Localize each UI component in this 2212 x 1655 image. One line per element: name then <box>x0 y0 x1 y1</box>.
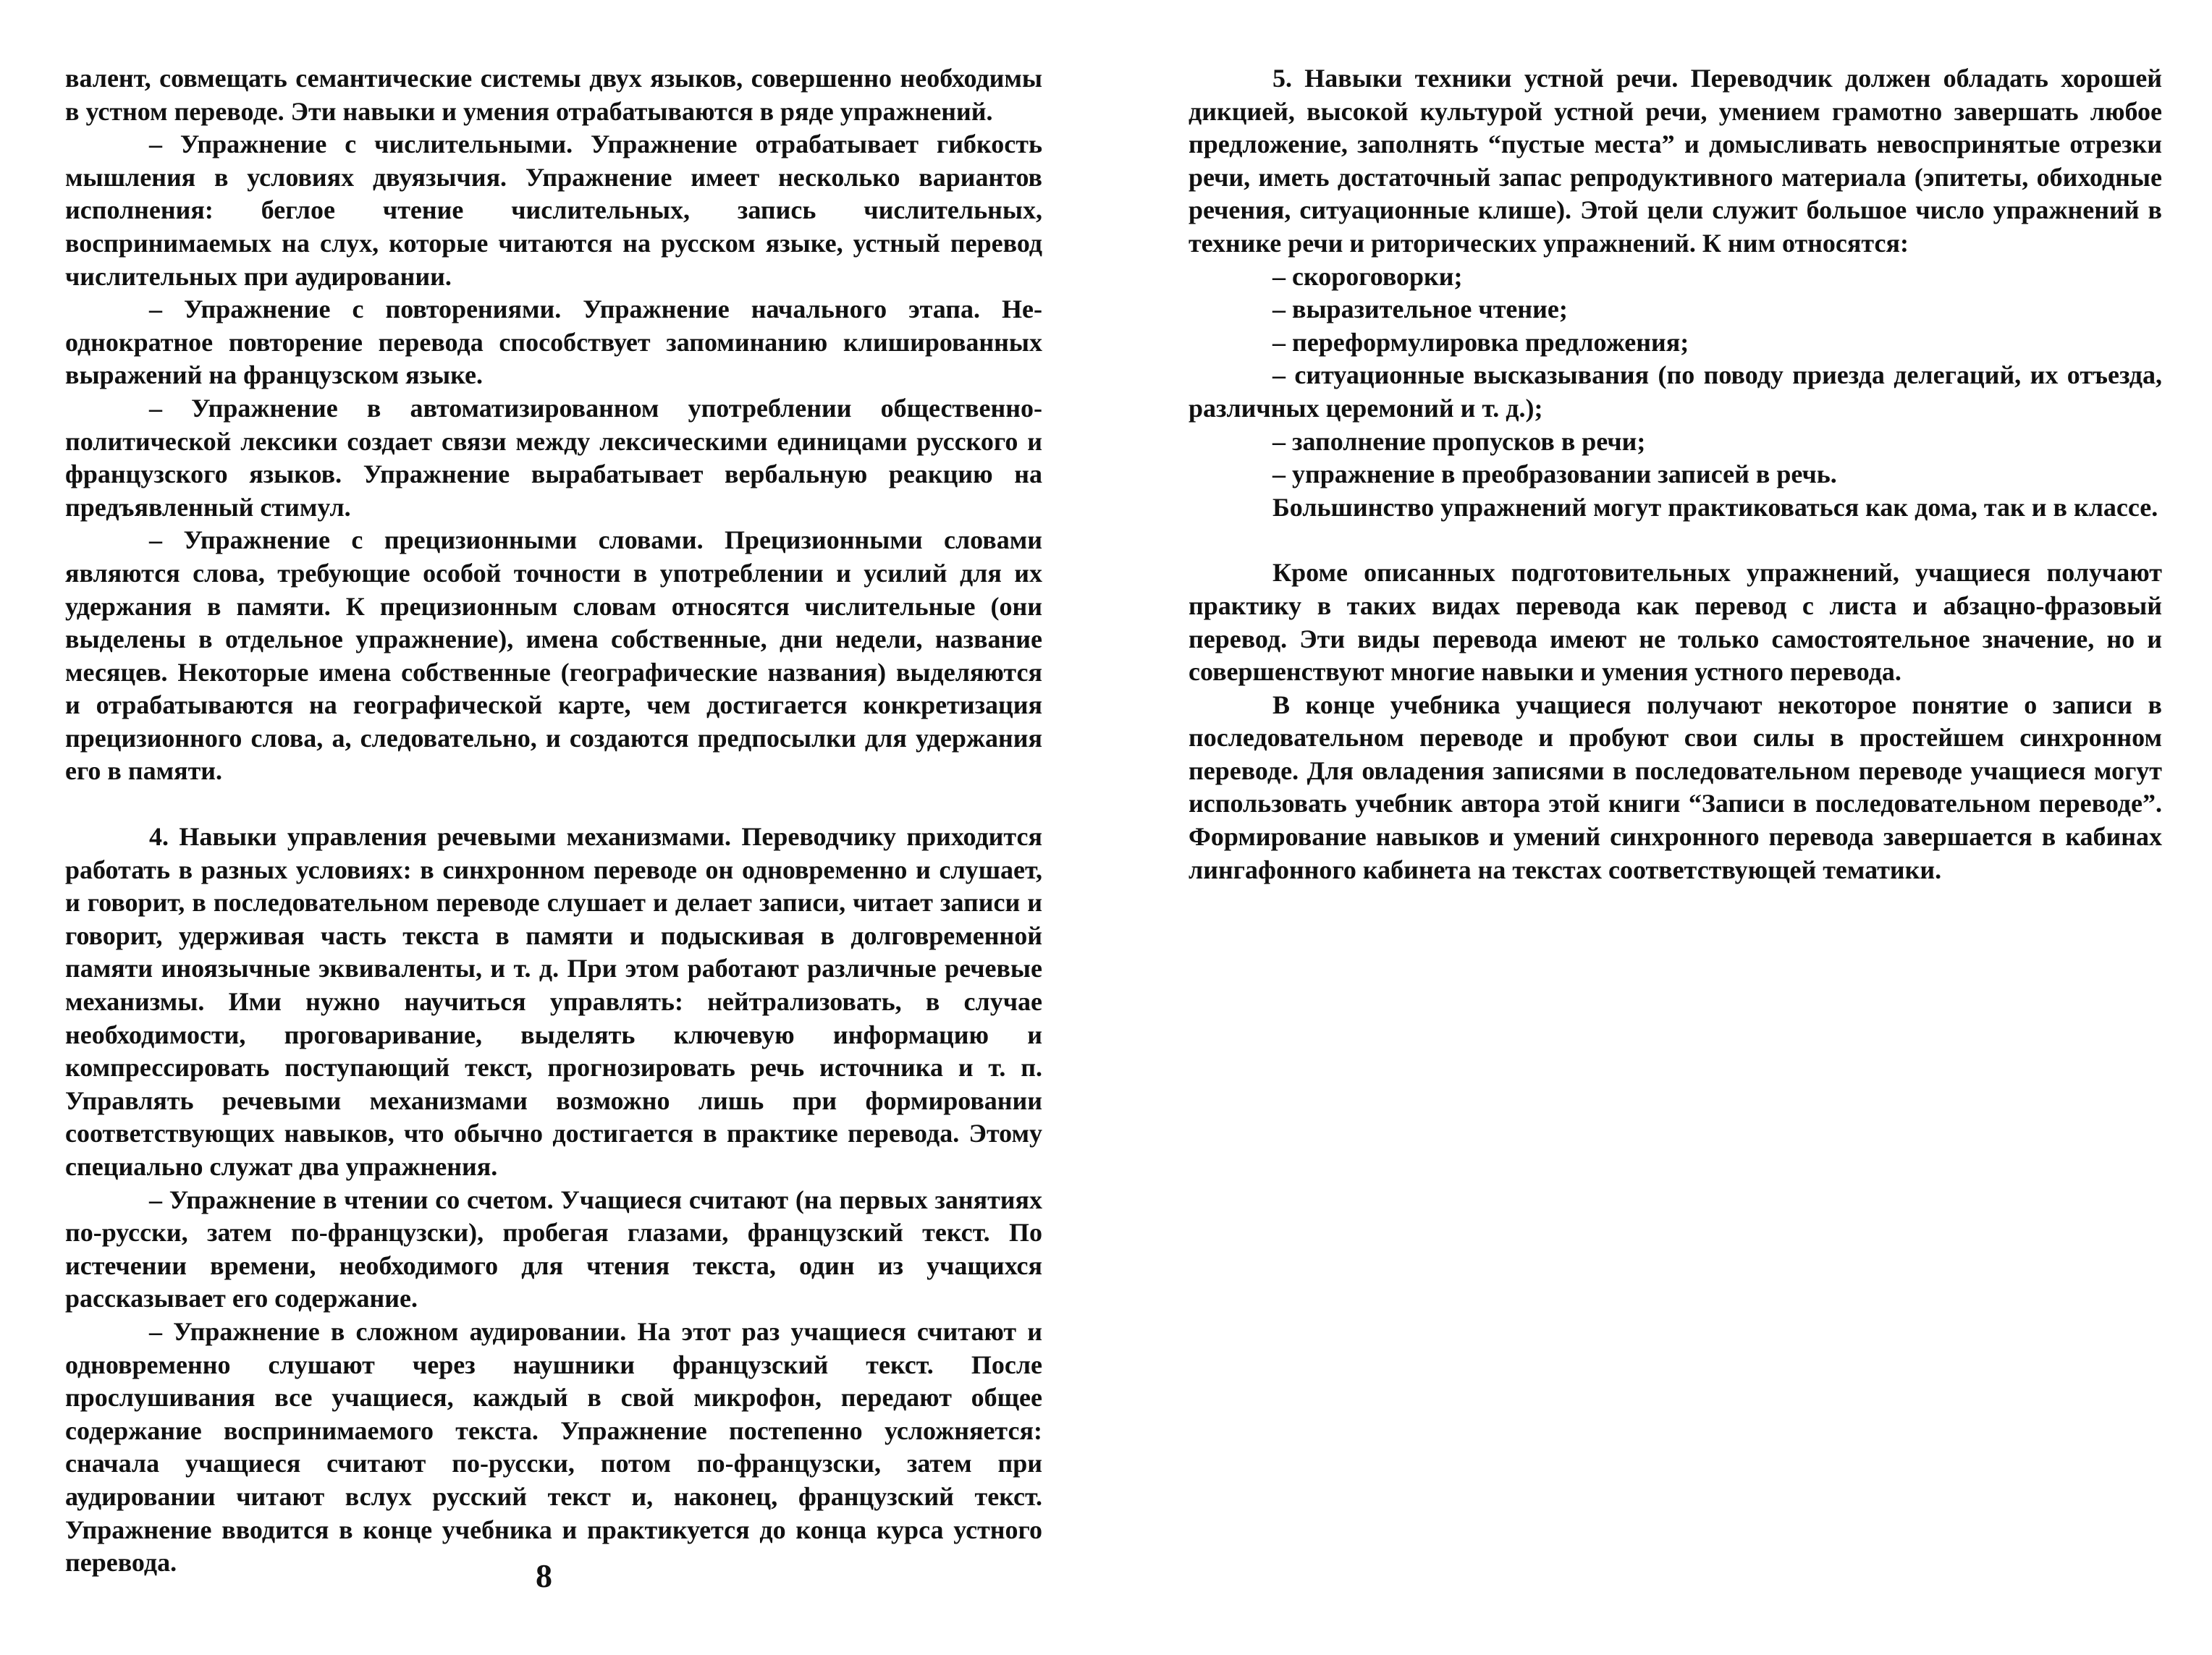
paragraph-gap <box>65 788 1042 821</box>
list-item: – упражнение в преобразовании записей в речь. <box>1272 460 1837 489</box>
exercise-list <box>1189 261 2162 491</box>
page-number: 8 <box>536 1557 552 1594</box>
exercise-repetitions: – Упражнение с повторениями. Упражнение начального этапа. Не-однократное повторение перевода способствует запоминанию клишированных выражений на французском языке. <box>65 295 1042 390</box>
left-page <box>65 62 1042 1580</box>
exercise-precision-words: – Упражнение с прецизионными словами. Прецизионными словами являются слова, требующие особой точности в употреблении и усилий для их удержания в памяти. К прецизионным словам относятся числительные (они выделены в отдельное упражнение), имена собственные, дни недели, название месяцев. Некоторые имена собственные (географические названия) выделяются и отрабатываются на географической карте, чем достигается конкретизация прецизионного слова, а, следовательно, и создаются предпосылки для удержания его в памяти. <box>65 525 1042 786</box>
exercise-numerals: – Упражнение с числительными. Упражнение отрабатывает гибкость мышления в условиях двуязычия. Упражнение имеет несколько вариантов исполнения: беглое чтение числительных, запись числительных, воспринимаемых на слух, которые читаются на русском языке, устный перевод числительных при аудировании. <box>65 130 1042 291</box>
exercise-complex-listening: – Упражнение в сложном аудировании. На этот раз учащиеся считают и одновременно слушают через наушники французский текст. После прослушивания все учащиеся, каждый в свой микрофон, передают общее содержание воспринимаемого текста. Упражнение постепенно усложняется: сначала учащиеся считают по-русски, потом по-французски, затем при аудировании читают вслух русский текст и, наконец, французский текст. Упражнение вводится в конце учебника и практикуется до конца курса устного перевода. <box>65 1316 1042 1578</box>
section-5-speech-technique: 5. Навыки техники устной речи. Переводчик должен обладать хорошей дикцией, высокой культурой устной речи, умением грамотно завершать любое предложение, заполнять “пустые места” и домысливать невоспринятые отрезки речи, иметь достаточный запас репродуктивного материала (эпитеты, обиходные речения, ситуационные клише). Этой цели служит большое число упражнений в технике речи и риторических упражнений. К ним относятся: <box>1189 64 2162 258</box>
left-paragraph-1: валент, совмещать семантические системы двух языков, совершенно необходимы в устном переводе. Эти навыки и умения отрабатываются в ряде упражнений. <box>65 64 1042 126</box>
exercise-reading-counting: – Упражнение в чтении со счетом. Учащиеся считают (на первых занятиях по-русски, затем по-французски), пробегая глазами, французский текст. По истечении времени, необходимого для чтения текста, один из учащихся рассказывает его содержание. <box>65 1185 1042 1313</box>
right-page <box>1189 62 2162 886</box>
list-item: – скороговорки; <box>1272 261 1463 291</box>
textbook-end-paragraph: В конце учебника учащиеся получают некоторое понятие о записи в последовательном переводе и пробуют свои силы в простейшем синхронном переводе. Для овладения записями в последовательном переводе учащиеся могут использовать учебник автора этой книги “Записи в последовательном переводе”. Формирование навыков и умений синхронного перевода завершается в кабинах лингафонного кабинета на текстах соответствующей тематики. <box>1189 690 2162 884</box>
translation-types-paragraph: Кроме описанных подготовительных упражнений, учащиеся получают практику в таких видах перевода как перевод с листа и абзацно-фразовый перевод. Эти виды перевода имеют не только самостоятельное значение, но и совершенствуют многие навыки и умения устного перевода. <box>1189 558 2162 687</box>
list-item: – ситуационные высказывания (по поводу приезда делегаций, их отъезда, различных церемоний и т. д.); <box>1189 360 2162 423</box>
paragraph-gap <box>1189 524 2162 556</box>
practice-note: Большинство упражнений могут практиковаться как дома, так и в классе. <box>1272 492 2158 522</box>
list-item: – выразительное чтение; <box>1272 295 1568 324</box>
exercise-political-lexicon: – Упражнение в автоматизированном употреблении общественно-политической лексики создает связи между лексическими единицами русского и французского языков. Упражнение вырабатывает вербальную реакцию на предъявленный стимул. <box>65 393 1042 522</box>
section-4-speech-mechanisms: 4. Навыки управления речевыми механизмами. Переводчику приходится работать в разных условиях: в синхронном переводе он одновременно и слушает, и говорит, в последовательном переводе слушает и делает записи, читает записи и говорит, удерживая часть текста в памяти и подыскивая в долговременной памяти иноязычные эквиваленты, и т. д. При этом работают различные речевые механизмы. Ими нужно научиться управлять: нейтрализовать, в случае необходимости, проговаривание, выделять ключевую информацию и компрессировать поступающий текст, прогнозировать речь источника и т. п. Управлять речевыми механизмами возможно лишь при формировании соответствующих навыков, что обычно достигается в практике перевода. Этому специально служат два упражнения. <box>65 822 1042 1181</box>
list-item: – переформулировка предложения; <box>1272 327 1689 357</box>
list-item: – заполнение пропусков в речи; <box>1272 426 1646 456</box>
